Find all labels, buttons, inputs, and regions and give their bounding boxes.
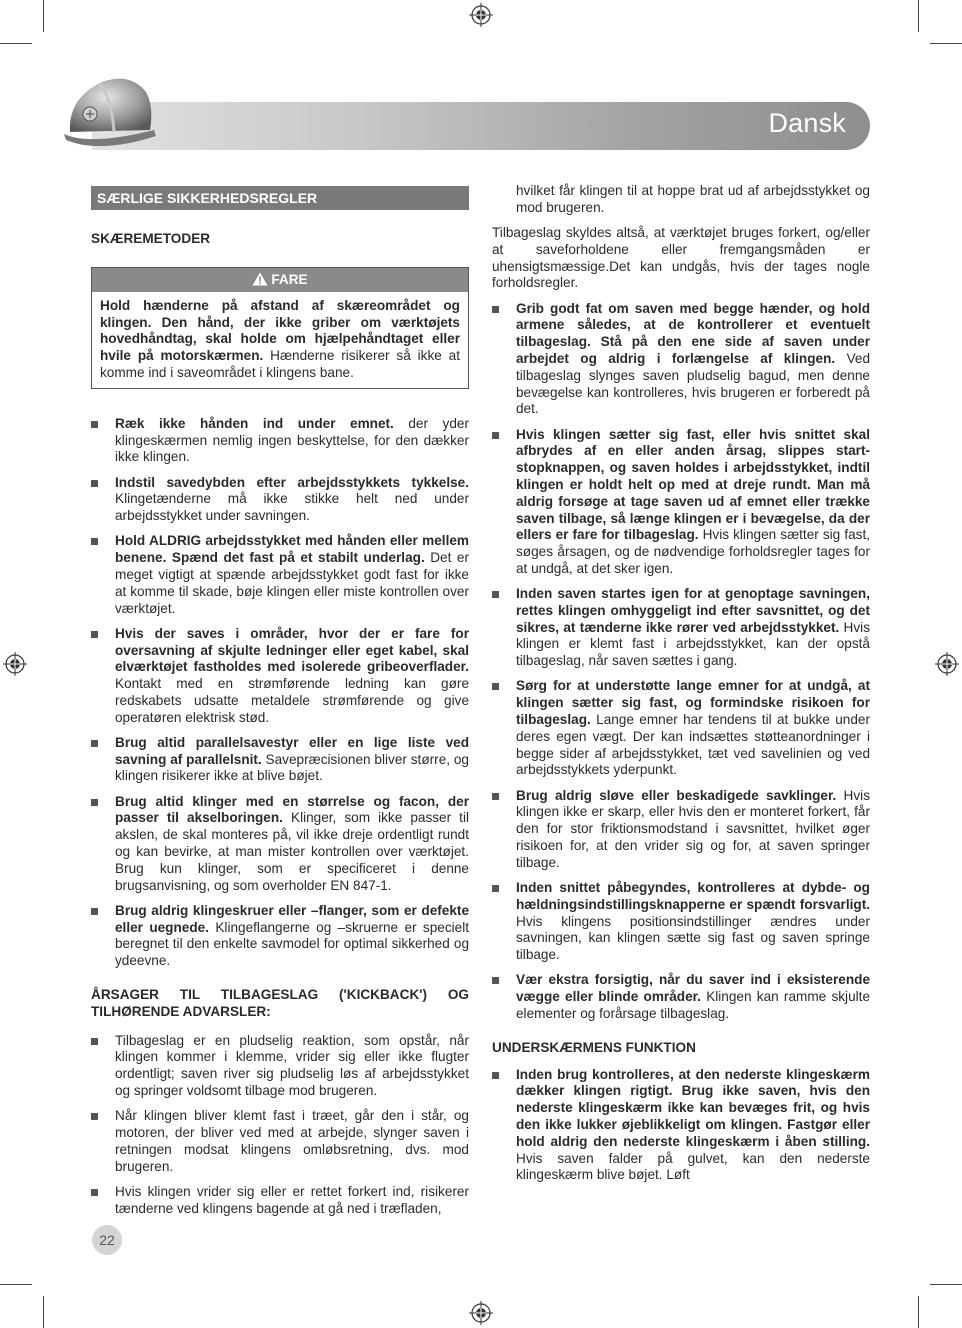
crop-mark <box>930 1284 962 1285</box>
list-item <box>492 972 870 1022</box>
item-bold-text: Brug altid parallelsavestyr eller en lige liste ved savning af parallelsnit. <box>115 734 469 767</box>
list-item <box>492 678 870 779</box>
item-text: Klingeflangerne og –skruerne er specielt beregnet til den enkelte savmodel for optimal sikkerhed og ydeevne. <box>115 919 469 969</box>
bullet-square-icon <box>492 1072 499 1079</box>
bullet-square-icon <box>91 1038 98 1045</box>
safety-helmet-icon <box>60 70 160 154</box>
bullet-square-icon <box>91 1189 98 1196</box>
right-column <box>492 183 870 1193</box>
item-text: Hvis klingen ikke er skarp, eller hvis den er monteret forkert, får den for stor friktionsmodstand i savsnittet, hvilket øger risikoen for, at den vrider sig og for, at saven springer tilbage. <box>516 787 870 870</box>
item-bold-text: Hvis klingen sætter sig fast, eller hvis snittet skal afbrydes af en eller anden årsag, slippes start-stopknappen, og saven holdes i arbejdsstykket, indtil klingen er holdt helt op med at dreje rundt. Man må aldrig forsøge at tage saven ud af emnet eller trække saven tilbage, så længe klingen er i bevægelse, da der ellers er fare for tilbageslag. <box>516 426 870 543</box>
item-text: Det er meget vigtigt at spænde arbejdsstykket godt fast for ikke at komme til skade, bøje klingen eller miste kontrollen over værktøjet. <box>115 550 469 616</box>
registration-mark-icon <box>3 652 27 676</box>
item-bold-text: Brug aldrig sløve eller beskadigede savklinger. <box>516 787 837 803</box>
item-text: Klinger, som ikke passer til akslen, de skal monteres på, vil ikke dreje ordentligt rundt og kan bevirke, at man mister kontrollen over værktøjet. Brug kun klinger, som er specificeret i denne brugsanvisning, og som overholder EN 847-1. <box>115 810 469 893</box>
bullet-square-icon <box>492 432 499 439</box>
bullet-square-icon <box>91 480 98 487</box>
list-item <box>91 794 469 895</box>
warning-bold-text: Hold hænderne på afstand af skæreområdet og klingen. Den hånd, der ikke griber om værktøjets hovedhåndtag, skal holde om hjælpehåndtaget eller hvile på motorskærmen. <box>100 297 460 364</box>
bullet-square-icon <box>91 740 98 747</box>
list-item <box>91 1033 469 1100</box>
item-text: Hvis klingens positionsindstillinger ændres under savningen, kan klingen sætte sig fast og saven springe tilbage. <box>516 913 870 963</box>
language-title: Dansk <box>768 108 846 138</box>
subheading-kickback: ÅRSAGER TIL TILBAGESLAG ('KICKBACK') OG TILHØRENDE ADVARSLER: <box>91 987 469 1019</box>
cutting-rules-list <box>91 416 469 970</box>
subheading-cutting-methods: SKÆREMETODER <box>91 231 211 246</box>
registration-mark-icon <box>469 1301 493 1325</box>
item-text: Savepræcisionen bliver større, og klingen risikerer ikke at blive bøjet. <box>115 751 469 784</box>
list-item <box>91 626 469 727</box>
list-item <box>91 416 469 466</box>
item-bold-text: Hvis der saves i områder, hvor der er fare for oversavning af skjulte ledninger eller eget kabel, skal elværktøjet fastholdes med isolerede gribeoverflader. <box>115 625 469 675</box>
crop-mark <box>0 43 32 44</box>
page-number: 22 <box>92 1225 122 1255</box>
item-bold-text: Indstil savedybden efter arbejdsstykkets tykkelse. <box>115 474 469 490</box>
item-bold-text: Sørg for at understøtte lange emner for at undgå, at klingen sætter sig fast, og formindske risikoen for tilbageslag. <box>516 678 870 728</box>
warning-label: FARE <box>271 271 308 287</box>
bullet-square-icon <box>492 591 499 598</box>
bullet-square-icon <box>492 683 499 690</box>
bullet-square-icon <box>91 799 98 806</box>
item-text: Hvis klingen vrider sig eller er rettet forkert ind, risikerer tænderne ved klingens bagende at gå ned i træfladen, <box>115 1183 469 1216</box>
kickback-paragraph: Tilbageslag skyldes altså, at værktøjet bruges forkert, og/eller at saveforholdene eller fremgangsmåden er uhensigtsmæssige.Det kan undgås, hvis der tages nogle forholdsregler. <box>492 224 870 291</box>
continued-text: hvilket får klingen til at hoppe brat ud af arbejdsstykket og mod brugeren. <box>516 183 870 215</box>
list-item <box>492 788 870 872</box>
crop-mark <box>918 1296 919 1328</box>
bullet-square-icon <box>91 631 98 638</box>
lower-guard-list <box>492 1067 870 1185</box>
crop-mark <box>0 1284 32 1285</box>
bullet-square-icon <box>492 885 499 892</box>
item-text: Klingetænderne må ikke stikke helt ned under arbejdsstykket under savningen. <box>115 491 469 524</box>
list-item <box>492 1067 870 1185</box>
warning-header <box>92 268 468 292</box>
item-text: Hvis saven falder på gulvet, kan den nederste klingeskærm blive bøjet. Løft <box>516 1150 870 1183</box>
bullet-square-icon <box>91 421 98 428</box>
item-bold-text: Inden snittet påbegyndes, kontrolleres at dybde- og hældningsindstillingsknapperne er spændt forsvarligt. <box>516 880 870 912</box>
item-text: der yder klingeskærmen nemlig ingen beskyttelse, for den dækker ikke klingen. <box>115 415 469 465</box>
item-text: Ved tilbageslag slynges saven pludselig bagud, men denne bevægelse kan kontrolleres, hvis brugeren er forberedt på det. <box>516 350 871 417</box>
warning-normal-text: Hænderne risikerer så ikke at komme ind i saveområdet i klingens bane. <box>100 348 460 380</box>
bullet-square-icon <box>91 1113 98 1120</box>
item-bold-text: Hold ALDRIG arbejdsstykket med hånden eller mellem benene. Spænd det fast på et stabilt underlag. <box>115 533 469 566</box>
list-item <box>91 533 469 617</box>
list-item <box>492 301 870 419</box>
item-bold-text: Grib godt fat om saven med begge hænder, og hold armene således, at de kontrollerer et eventuelt tilbageslag. Stå på den ene side af saven under arbejdet og aldrig i forlængelse af klingen. <box>516 300 870 366</box>
subheading-lower-guard: UNDERSKÆRMENS FUNKTION <box>492 1039 696 1055</box>
list-item <box>492 880 870 964</box>
item-text: Når klingen bliver klemt fast i træet, går den i står, og motoren, der bliver ved med at arbejde, slynger saven i retningen modsat klingens omløbsretning, dvs. mod brugeren. <box>115 1108 469 1174</box>
bullet-square-icon <box>492 977 499 984</box>
warning-triangle-icon <box>252 272 268 286</box>
danger-warning-box <box>91 267 469 389</box>
kickback-causes-list <box>91 1033 469 1218</box>
bullet-square-icon <box>492 306 499 313</box>
crop-mark <box>918 0 919 32</box>
item-bold-text: Brug altid klinger med en størrelse og facon, der passer til akselboringen. <box>115 793 469 826</box>
crop-mark <box>43 0 44 32</box>
kickback-prevention-list <box>492 301 870 1023</box>
item-bold-text: Inden saven startes igen for at genoptage savningen, rettes klingen omhyggeligt ind efter savsnittet, og det sikres, at tænderne ikke rører ved arbejdsstykket. <box>516 586 870 635</box>
bullet-square-icon <box>91 538 98 545</box>
item-text: Hvis klingen er klemt fast i arbejdsstykket, kan der opstå tilbageslag, når saven sættes i gang. <box>516 619 870 669</box>
list-item <box>492 427 870 578</box>
registration-mark-icon <box>935 652 959 676</box>
item-text: Hvis klingen sætter sig fast, søges årsagen, og de nødvendige forholdsregler tages for at undgå, at det sker igen. <box>516 527 871 576</box>
item-bold-text: Vær ekstra forsigtig, når du saver ind i eksisterende vægge eller blinde områder. <box>516 972 870 1005</box>
bullet-square-icon <box>492 793 499 800</box>
left-column <box>91 183 469 1226</box>
item-bold-text: Ræk ikke hånden ind under emnet. <box>115 415 394 431</box>
list-item <box>91 475 469 525</box>
bullet-square-icon <box>91 908 98 915</box>
warning-text <box>92 292 468 388</box>
item-text: Klingen kan ramme skjulte elementer og forårsage tilbageslag. <box>516 989 870 1021</box>
item-text: Kontakt med en strømførende ledning kan gøre redskabets udsatte metaldele strømførende og give operatøren elektrisk stød. <box>115 676 469 725</box>
item-text: Tilbageslag er en pludselig reaktion, som opstår, når klingen kommer i klemme, vrider sig eller ikke flugter ordentligt; saven river sig pludselig løs af arbejdsstykket og springer voldsomt tilbage mod brugeren. <box>115 1032 469 1099</box>
crop-mark <box>43 1296 44 1328</box>
item-bold-text: Brug aldrig klingeskruer eller –flanger, som er defekte eller uegnede. <box>115 902 469 935</box>
list-item <box>91 1184 469 1218</box>
header-banner <box>92 102 870 150</box>
registration-mark-icon <box>469 3 493 27</box>
list-item <box>91 903 469 970</box>
list-item <box>91 1108 469 1175</box>
item-text: Lange emner har tendens til at bukke under deres egen vægt. Der kan indsættes støtteanordninger i begge sider af arbejdsstykket, tæt ved savelinien og ved arbejdsstykkets yderpunkt. <box>516 712 870 778</box>
crop-mark <box>930 43 962 44</box>
list-item <box>492 586 870 670</box>
section-title: SÆRLIGE SIKKERHEDSREGLER <box>91 186 469 210</box>
item-bold-text: Inden brug kontrolleres, at den nederste klingeskærm dækker klingen rigtigt. Brug ikke saven, hvis den nederste klingeskærm ikke kan bevæges frit, og hvis den ikke lukker øjeblikkeligt om klingen. Fastgør eller hold aldrig den nederste klingeskærm i åben stilling. <box>516 1066 870 1149</box>
list-item <box>91 735 469 785</box>
